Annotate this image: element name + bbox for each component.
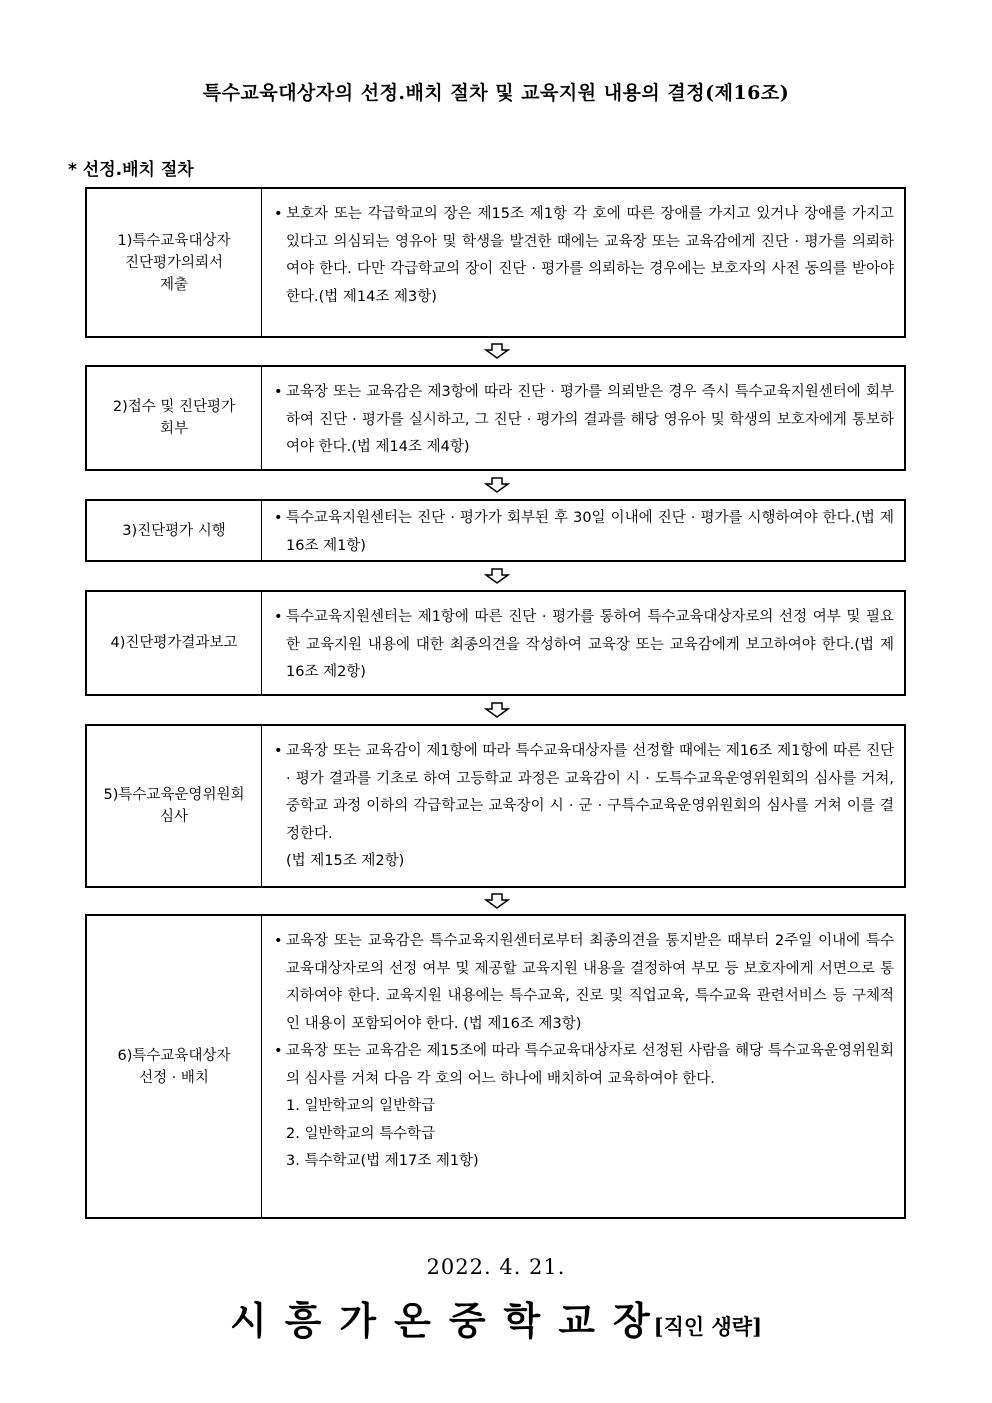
step-4-box <box>85 590 906 696</box>
step-1-paragraph: • 보호자 또는 각급학교의 장은 제15조 제1항 각 호에 따른 장애를 가지고 있거나 장애를 가지고 있다고 의심되는 영유아 및 학생을 발견한 때에는 교육장 또는 교육감에게 진단 · 평가를 의뢰하여야 한다. 다만 각급학교의 장이 진단 · 평가를 의뢰하는 경우에는 보호자의 사전 동의를 받아야 한다.(법 제14조 제3항) <box>274 201 894 311</box>
step-6-paragraph-2: • 교육장 또는 교육감은 제15조에 따라 특수교육대상자로 선정된 사람을 해당 특수교육운영위원회의 심사를 거쳐 다음 각 호의 어느 하나에 배치하여 교육하여야 한다. <box>274 1038 894 1093</box>
step-5-label: 5)특수교육운영위원회 심사 <box>87 726 262 886</box>
step-3-paragraph: • 특수교육지원센터는 진단 · 평가가 회부된 후 30일 이내에 진단 · 평가를 시행하여야 한다.(법 제16조 제1항) <box>274 505 894 560</box>
bullet-icon: • <box>274 206 283 222</box>
step-1-body <box>262 189 904 336</box>
bullet-icon: • <box>274 609 283 625</box>
step-5-note: (법 제15조 제2항) <box>286 853 405 869</box>
bullet-icon: • <box>274 933 283 949</box>
seal-note: [직인 생략] <box>653 1314 762 1339</box>
school-name: 시흥가온중학교장 <box>230 1298 668 1343</box>
document-title: 특수교육대상자의 선정.배치 절차 및 교육지원 내용의 결정(제16조) <box>202 82 790 104</box>
step-2-body <box>262 367 904 469</box>
down-arrow-icon <box>484 568 510 584</box>
bullet-icon: • <box>274 510 283 526</box>
step-5-body <box>262 726 904 886</box>
step-5-box <box>85 724 906 888</box>
down-arrow-icon <box>484 702 510 718</box>
document-date: 2022. 4. 21. <box>426 1255 566 1279</box>
section-label: * 선정.배치 절차 <box>68 160 194 180</box>
bullet-icon: • <box>274 743 283 759</box>
step-2-paragraph: • 교육장 또는 교육감은 제3항에 따라 진단 · 평가를 의뢰받은 경우 즉시 특수교육지원센터에 회부하여 진단 · 평가를 실시하고, 그 진단 · 평가의 결과를 해당 영유아 및 학생의 보호자에게 통보하여야 한다.(법 제14조 제4항) <box>274 379 894 462</box>
list-item: 3. 특수학교(법 제17조 제1항) <box>286 1153 479 1169</box>
bullet-icon: • <box>274 1043 283 1059</box>
down-arrow-icon <box>484 477 510 493</box>
step-2-label: 2)접수 및 진단평가 회부 <box>87 367 262 469</box>
step-3-body <box>262 501 904 560</box>
step-4-paragraph: • 특수교육지원센터는 제1항에 따른 진단 · 평가를 통하여 특수교육대상자로의 선정 여부 및 필요한 교육지원 내용에 대한 최종의견을 작성하여 교육장 또는 교육감에게 보고하여야 한다.(법 제16조 제2항) <box>274 604 894 687</box>
step-6-label: 6)특수교육대상자 선정 · 배치 <box>87 916 262 1217</box>
step-1-label: 1)특수교육대상자 진단평가의뢰서 제출 <box>87 189 262 336</box>
step-3-label: 3)진단평가 시행 <box>87 501 262 560</box>
down-arrow-icon <box>484 343 510 359</box>
step-4-label: 4)진단평가결과보고 <box>87 592 262 694</box>
list-item: 2. 일반학교의 특수학급 <box>286 1125 436 1142</box>
step-6-box <box>85 914 906 1219</box>
step-4-body <box>262 592 904 694</box>
step-1-box <box>85 187 906 338</box>
step-6-body <box>262 916 904 1217</box>
bullet-icon: • <box>274 384 283 400</box>
list-item: 1. 일반학교의 일반학급 <box>286 1098 436 1114</box>
step-5-paragraph: • 교육장 또는 교육감이 제1항에 따라 특수교육대상자를 선정할 때에는 제16조 제1항에 따른 진단 · 평가 결과를 기초로 하여 고등학교 과정은 교육감이 시 · 도특수교육운영위원회의 심사를 거쳐, 중학교 과정 이하의 각급학교는 교육장이 시 · 군 · 구특수교육운영위원회의 심사를 거쳐 이를 결정한다. <box>274 738 894 848</box>
step-3-box <box>85 499 906 562</box>
down-arrow-icon <box>484 893 510 909</box>
signature-block <box>0 1290 992 1345</box>
step-2-box <box>85 365 906 471</box>
step-6-paragraph-1: • 교육장 또는 교육감은 특수교육지원센터로부터 최종의견을 통지받은 때부터 2주일 이내에 특수교육대상자로의 선정 여부 및 제공할 교육지원 내용을 결정하여 부모 등 보호자에게 서면으로 통지하여야 한다. 교육지원 내용에는 특수교육, 진로 및 직업교육, 특수교육 관련서비스 등 구체적인 내용이 포함되어야 한다. (법 제16조 제3항) <box>274 928 894 1038</box>
